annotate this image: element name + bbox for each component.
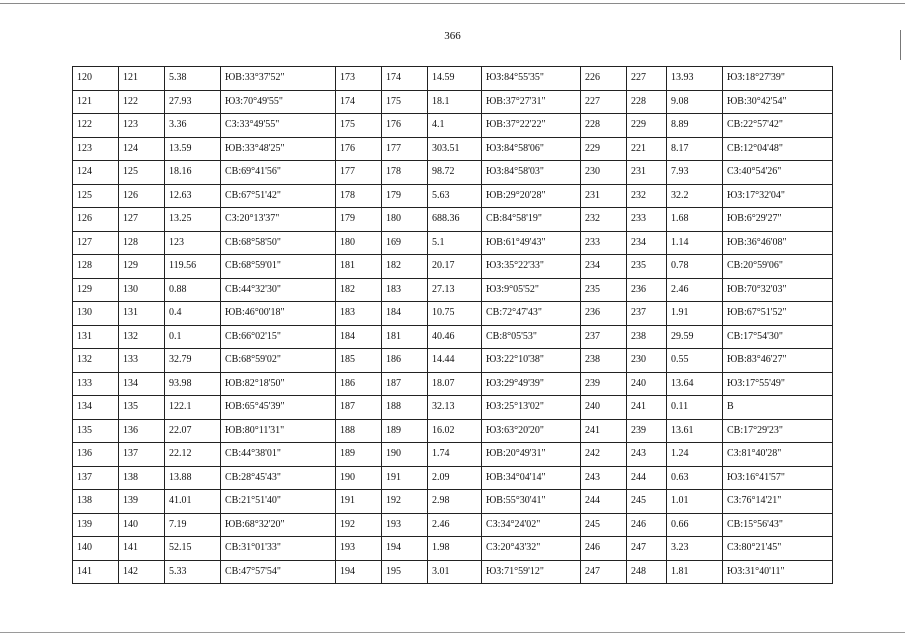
from-point-cell: 126 <box>73 208 119 232</box>
table-row <box>73 537 833 561</box>
from-point-cell: 129 <box>73 278 119 302</box>
from-point-cell: 174 <box>336 90 382 114</box>
distance-cell: 1.91 <box>667 302 723 326</box>
bearing-cell: ЮЗ:35°22'33" <box>482 255 581 279</box>
distance-cell: 1.14 <box>667 231 723 255</box>
bearing-cell: СВ:67°51'42" <box>221 184 336 208</box>
distance-cell: 5.63 <box>428 184 482 208</box>
to-point-cell: 180 <box>382 208 428 232</box>
from-point-cell: 120 <box>73 67 119 91</box>
distance-cell: 1.98 <box>428 537 482 561</box>
distance-cell: 16.02 <box>428 419 482 443</box>
to-point-cell: 135 <box>119 396 165 420</box>
bearing-cell: СЗ:40°54'26" <box>723 161 833 185</box>
to-point-cell: 232 <box>627 184 667 208</box>
to-point-cell: 125 <box>119 161 165 185</box>
table-row <box>73 208 833 232</box>
bearing-cell: ЮЗ:71°59'12" <box>482 560 581 584</box>
from-point-cell: 125 <box>73 184 119 208</box>
from-point-cell: 127 <box>73 231 119 255</box>
bearing-cell: ЮВ:36°46'08" <box>723 231 833 255</box>
from-point-cell: 229 <box>581 137 627 161</box>
to-point-cell: 134 <box>119 372 165 396</box>
distance-cell: 0.63 <box>667 466 723 490</box>
distance-cell: 123 <box>165 231 221 255</box>
distance-cell: 13.61 <box>667 419 723 443</box>
from-point-cell: 136 <box>73 443 119 467</box>
from-point-cell: 182 <box>336 278 382 302</box>
to-point-cell: 186 <box>382 349 428 373</box>
distance-cell: 18.1 <box>428 90 482 114</box>
from-point-cell: 188 <box>336 419 382 443</box>
table-row <box>73 513 833 537</box>
to-point-cell: 131 <box>119 302 165 326</box>
from-point-cell: 137 <box>73 466 119 490</box>
from-point-cell: 128 <box>73 255 119 279</box>
to-point-cell: 140 <box>119 513 165 537</box>
distance-cell: 1.24 <box>667 443 723 467</box>
to-point-cell: 184 <box>382 302 428 326</box>
to-point-cell: 247 <box>627 537 667 561</box>
distance-cell: 22.07 <box>165 419 221 443</box>
bearing-cell: ЮВ:33°37'52" <box>221 67 336 91</box>
to-point-cell: 221 <box>627 137 667 161</box>
distance-cell: 27.13 <box>428 278 482 302</box>
bearing-cell: ЮВ:82°18'50" <box>221 372 336 396</box>
from-point-cell: 121 <box>73 90 119 114</box>
from-point-cell: 245 <box>581 513 627 537</box>
bearing-cell: СВ:21°51'40" <box>221 490 336 514</box>
bearing-cell: СЗ:76°14'21" <box>723 490 833 514</box>
from-point-cell: 227 <box>581 90 627 114</box>
from-point-cell: 234 <box>581 255 627 279</box>
to-point-cell: 169 <box>382 231 428 255</box>
to-point-cell: 133 <box>119 349 165 373</box>
from-point-cell: 133 <box>73 372 119 396</box>
distance-cell: 1.81 <box>667 560 723 584</box>
to-point-cell: 123 <box>119 114 165 138</box>
distance-cell: 14.44 <box>428 349 482 373</box>
from-point-cell: 242 <box>581 443 627 467</box>
bearing-cell: ЮЗ:63°20'20" <box>482 419 581 443</box>
bearing-cell: ЮВ:83°46'27" <box>723 349 833 373</box>
table-row <box>73 325 833 349</box>
to-point-cell: 137 <box>119 443 165 467</box>
bearing-cell: СВ:69°41'56" <box>221 161 336 185</box>
from-point-cell: 178 <box>336 184 382 208</box>
from-point-cell: 194 <box>336 560 382 584</box>
from-point-cell: 122 <box>73 114 119 138</box>
distance-cell: 2.46 <box>428 513 482 537</box>
from-point-cell: 190 <box>336 466 382 490</box>
to-point-cell: 136 <box>119 419 165 443</box>
from-point-cell: 175 <box>336 114 382 138</box>
to-point-cell: 246 <box>627 513 667 537</box>
to-point-cell: 233 <box>627 208 667 232</box>
table-row <box>73 255 833 279</box>
from-point-cell: 240 <box>581 396 627 420</box>
bearing-cell: СВ:15°56'43" <box>723 513 833 537</box>
bearing-cell: СВ:20°59'06" <box>723 255 833 279</box>
bearing-cell: ЮЗ:18°27'39" <box>723 67 833 91</box>
from-point-cell: 226 <box>581 67 627 91</box>
to-point-cell: 194 <box>382 537 428 561</box>
to-point-cell: 234 <box>627 231 667 255</box>
from-point-cell: 184 <box>336 325 382 349</box>
distance-cell: 7.19 <box>165 513 221 537</box>
to-point-cell: 245 <box>627 490 667 514</box>
distance-cell: 18.16 <box>165 161 221 185</box>
to-point-cell: 195 <box>382 560 428 584</box>
to-point-cell: 236 <box>627 278 667 302</box>
table-row <box>73 67 833 91</box>
from-point-cell: 193 <box>336 537 382 561</box>
bearing-cell: СВ:84°58'19" <box>482 208 581 232</box>
distance-cell: 1.68 <box>667 208 723 232</box>
from-point-cell: 132 <box>73 349 119 373</box>
table-row <box>73 278 833 302</box>
distance-cell: 3.36 <box>165 114 221 138</box>
page-number: 366 <box>444 30 461 42</box>
distance-cell: 13.88 <box>165 466 221 490</box>
distance-cell: 3.23 <box>667 537 723 561</box>
from-point-cell: 141 <box>73 560 119 584</box>
bearing-cell: ЮЗ:17°55'49" <box>723 372 833 396</box>
survey-table <box>72 66 833 584</box>
from-point-cell: 134 <box>73 396 119 420</box>
distance-cell: 32.79 <box>165 349 221 373</box>
from-point-cell: 123 <box>73 137 119 161</box>
bearing-cell: ЮЗ:31°40'11" <box>723 560 833 584</box>
to-point-cell: 189 <box>382 419 428 443</box>
to-point-cell: 235 <box>627 255 667 279</box>
bearing-cell: ЮЗ:16°41'57" <box>723 466 833 490</box>
from-point-cell: 191 <box>336 490 382 514</box>
bearing-cell: СВ:8°05'53" <box>482 325 581 349</box>
bearing-cell: ЮЗ:9°05'52" <box>482 278 581 302</box>
bearing-cell: ЮЗ:17°32'04" <box>723 184 833 208</box>
from-point-cell: 185 <box>336 349 382 373</box>
table-row <box>73 231 833 255</box>
from-point-cell: 135 <box>73 419 119 443</box>
from-point-cell: 244 <box>581 490 627 514</box>
bearing-cell: СВ:22°57'42" <box>723 114 833 138</box>
from-point-cell: 186 <box>336 372 382 396</box>
bearing-cell: СЗ:20°13'37" <box>221 208 336 232</box>
distance-cell: 4.1 <box>428 114 482 138</box>
to-point-cell: 177 <box>382 137 428 161</box>
distance-cell: 119.56 <box>165 255 221 279</box>
to-point-cell: 178 <box>382 161 428 185</box>
to-point-cell: 130 <box>119 278 165 302</box>
to-point-cell: 182 <box>382 255 428 279</box>
bearing-cell: ЮВ:68°32'20" <box>221 513 336 537</box>
distance-cell: 13.59 <box>165 137 221 161</box>
to-point-cell: 230 <box>627 349 667 373</box>
distance-cell: 5.1 <box>428 231 482 255</box>
to-point-cell: 129 <box>119 255 165 279</box>
from-point-cell: 232 <box>581 208 627 232</box>
bearing-cell: ЮЗ:84°58'03" <box>482 161 581 185</box>
bearing-cell: СВ:12°04'48" <box>723 137 833 161</box>
bearing-cell: СЗ:33°49'55" <box>221 114 336 138</box>
distance-cell: 10.75 <box>428 302 482 326</box>
from-point-cell: 236 <box>581 302 627 326</box>
table-row <box>73 90 833 114</box>
bearing-cell: ЮЗ:70°49'55" <box>221 90 336 114</box>
bearing-cell: В <box>723 396 833 420</box>
to-point-cell: 122 <box>119 90 165 114</box>
from-point-cell: 233 <box>581 231 627 255</box>
from-point-cell: 140 <box>73 537 119 561</box>
bearing-cell: ЮВ:70°32'03" <box>723 278 833 302</box>
bearing-cell: ЮВ:46°00'18" <box>221 302 336 326</box>
from-point-cell: 183 <box>336 302 382 326</box>
bearing-cell: ЮВ:37°22'22" <box>482 114 581 138</box>
to-point-cell: 132 <box>119 325 165 349</box>
distance-cell: 52.15 <box>165 537 221 561</box>
distance-cell: 14.59 <box>428 67 482 91</box>
distance-cell: 3.01 <box>428 560 482 584</box>
distance-cell: 0.11 <box>667 396 723 420</box>
to-point-cell: 191 <box>382 466 428 490</box>
bearing-cell: ЮЗ:25°13'02" <box>482 396 581 420</box>
to-point-cell: 239 <box>627 419 667 443</box>
from-point-cell: 247 <box>581 560 627 584</box>
from-point-cell: 228 <box>581 114 627 138</box>
table-row <box>73 372 833 396</box>
to-point-cell: 238 <box>627 325 667 349</box>
to-point-cell: 244 <box>627 466 667 490</box>
distance-cell: 0.88 <box>165 278 221 302</box>
bearing-cell: СВ:44°38'01" <box>221 443 336 467</box>
to-point-cell: 179 <box>382 184 428 208</box>
distance-cell: 1.01 <box>667 490 723 514</box>
table-row <box>73 490 833 514</box>
from-point-cell: 192 <box>336 513 382 537</box>
bearing-cell: СЗ:80°21'45" <box>723 537 833 561</box>
to-point-cell: 187 <box>382 372 428 396</box>
bearing-cell: СВ:66°02'15" <box>221 325 336 349</box>
from-point-cell: 243 <box>581 466 627 490</box>
distance-cell: 13.25 <box>165 208 221 232</box>
from-point-cell: 231 <box>581 184 627 208</box>
to-point-cell: 124 <box>119 137 165 161</box>
distance-cell: 40.46 <box>428 325 482 349</box>
bearing-cell: ЮЗ:84°55'35" <box>482 67 581 91</box>
from-point-cell: 239 <box>581 372 627 396</box>
bearing-cell: ЮВ:80°11'31" <box>221 419 336 443</box>
scan-edge-bottom <box>0 632 905 633</box>
distance-cell: 303.51 <box>428 137 482 161</box>
to-point-cell: 237 <box>627 302 667 326</box>
to-point-cell: 227 <box>627 67 667 91</box>
distance-cell: 122.1 <box>165 396 221 420</box>
from-point-cell: 131 <box>73 325 119 349</box>
bearing-cell: СЗ:34°24'02" <box>482 513 581 537</box>
distance-cell: 93.98 <box>165 372 221 396</box>
from-point-cell: 181 <box>336 255 382 279</box>
from-point-cell: 130 <box>73 302 119 326</box>
distance-cell: 8.89 <box>667 114 723 138</box>
bearing-cell: СВ:68°59'02" <box>221 349 336 373</box>
to-point-cell: 142 <box>119 560 165 584</box>
distance-cell: 5.33 <box>165 560 221 584</box>
to-point-cell: 174 <box>382 67 428 91</box>
from-point-cell: 176 <box>336 137 382 161</box>
to-point-cell: 228 <box>627 90 667 114</box>
table-row <box>73 161 833 185</box>
to-point-cell: 175 <box>382 90 428 114</box>
bearing-cell: СВ:68°59'01" <box>221 255 336 279</box>
from-point-cell: 187 <box>336 396 382 420</box>
distance-cell: 13.64 <box>667 372 723 396</box>
table-row <box>73 137 833 161</box>
from-point-cell: 173 <box>336 67 382 91</box>
from-point-cell: 189 <box>336 443 382 467</box>
distance-cell: 32.13 <box>428 396 482 420</box>
to-point-cell: 190 <box>382 443 428 467</box>
to-point-cell: 240 <box>627 372 667 396</box>
distance-cell: 18.07 <box>428 372 482 396</box>
from-point-cell: 124 <box>73 161 119 185</box>
bearing-cell: ЮВ:61°49'43" <box>482 231 581 255</box>
from-point-cell: 238 <box>581 349 627 373</box>
bearing-cell: СВ:31°01'33" <box>221 537 336 561</box>
distance-cell: 12.63 <box>165 184 221 208</box>
to-point-cell: 127 <box>119 208 165 232</box>
distance-cell: 0.55 <box>667 349 723 373</box>
to-point-cell: 229 <box>627 114 667 138</box>
bearing-cell: ЮЗ:29°49'39" <box>482 372 581 396</box>
from-point-cell: 180 <box>336 231 382 255</box>
distance-cell: 32.2 <box>667 184 723 208</box>
distance-cell: 13.93 <box>667 67 723 91</box>
distance-cell: 2.46 <box>667 278 723 302</box>
bearing-cell: ЮВ:34°04'14" <box>482 466 581 490</box>
distance-cell: 9.08 <box>667 90 723 114</box>
distance-cell: 22.12 <box>165 443 221 467</box>
bearing-cell: СЗ:20°43'32" <box>482 537 581 561</box>
bearing-cell: ЮВ:33°48'25" <box>221 137 336 161</box>
bearing-cell: СВ:17°29'23" <box>723 419 833 443</box>
to-point-cell: 241 <box>627 396 667 420</box>
bearing-cell: ЮЗ:84°58'06" <box>482 137 581 161</box>
from-point-cell: 230 <box>581 161 627 185</box>
scan-edge-top <box>0 3 905 4</box>
to-point-cell: 181 <box>382 325 428 349</box>
to-point-cell: 126 <box>119 184 165 208</box>
distance-cell: 0.1 <box>165 325 221 349</box>
distance-cell: 2.09 <box>428 466 482 490</box>
table-row <box>73 443 833 467</box>
distance-cell: 2.98 <box>428 490 482 514</box>
distance-cell: 41.01 <box>165 490 221 514</box>
table-row <box>73 466 833 490</box>
bearing-cell: СВ:17°54'30" <box>723 325 833 349</box>
from-point-cell: 235 <box>581 278 627 302</box>
to-point-cell: 193 <box>382 513 428 537</box>
survey-table-body <box>73 67 833 584</box>
to-point-cell: 139 <box>119 490 165 514</box>
distance-cell: 20.17 <box>428 255 482 279</box>
table-row <box>73 302 833 326</box>
from-point-cell: 241 <box>581 419 627 443</box>
distance-cell: 0.66 <box>667 513 723 537</box>
from-point-cell: 237 <box>581 325 627 349</box>
table-row <box>73 560 833 584</box>
distance-cell: 7.93 <box>667 161 723 185</box>
from-point-cell: 246 <box>581 537 627 561</box>
to-point-cell: 183 <box>382 278 428 302</box>
bearing-cell: ЮВ:55°30'41" <box>482 490 581 514</box>
bearing-cell: ЮВ:37°27'31" <box>482 90 581 114</box>
to-point-cell: 188 <box>382 396 428 420</box>
bearing-cell: ЮВ:67°51'52" <box>723 302 833 326</box>
from-point-cell: 179 <box>336 208 382 232</box>
bearing-cell: ЮЗ:22°10'38" <box>482 349 581 373</box>
to-point-cell: 176 <box>382 114 428 138</box>
bearing-cell: ЮВ:65°45'39" <box>221 396 336 420</box>
table-row <box>73 419 833 443</box>
bearing-cell: СЗ:81°40'28" <box>723 443 833 467</box>
bearing-cell: СВ:44°32'30" <box>221 278 336 302</box>
table-row <box>73 349 833 373</box>
bearing-cell: ЮВ:29°20'28" <box>482 184 581 208</box>
to-point-cell: 243 <box>627 443 667 467</box>
bearing-cell: ЮВ:30°42'54" <box>723 90 833 114</box>
from-point-cell: 138 <box>73 490 119 514</box>
distance-cell: 27.93 <box>165 90 221 114</box>
bearing-cell: СВ:47°57'54" <box>221 560 336 584</box>
to-point-cell: 141 <box>119 537 165 561</box>
from-point-cell: 177 <box>336 161 382 185</box>
bearing-cell: ЮВ:20°49'31" <box>482 443 581 467</box>
to-point-cell: 231 <box>627 161 667 185</box>
distance-cell: 98.72 <box>428 161 482 185</box>
distance-cell: 0.78 <box>667 255 723 279</box>
to-point-cell: 138 <box>119 466 165 490</box>
to-point-cell: 248 <box>627 560 667 584</box>
table-row <box>73 396 833 420</box>
distance-cell: 8.17 <box>667 137 723 161</box>
to-point-cell: 121 <box>119 67 165 91</box>
distance-cell: 688.36 <box>428 208 482 232</box>
to-point-cell: 128 <box>119 231 165 255</box>
distance-cell: 29.59 <box>667 325 723 349</box>
distance-cell: 0.4 <box>165 302 221 326</box>
to-point-cell: 192 <box>382 490 428 514</box>
table-row <box>73 184 833 208</box>
bearing-cell: ЮВ:6°29'27" <box>723 208 833 232</box>
from-point-cell: 139 <box>73 513 119 537</box>
distance-cell: 5.38 <box>165 67 221 91</box>
bearing-cell: СВ:68°58'50" <box>221 231 336 255</box>
bearing-cell: СВ:28°45'43" <box>221 466 336 490</box>
table-row <box>73 114 833 138</box>
bearing-cell: СВ:72°47'43" <box>482 302 581 326</box>
distance-cell: 1.74 <box>428 443 482 467</box>
